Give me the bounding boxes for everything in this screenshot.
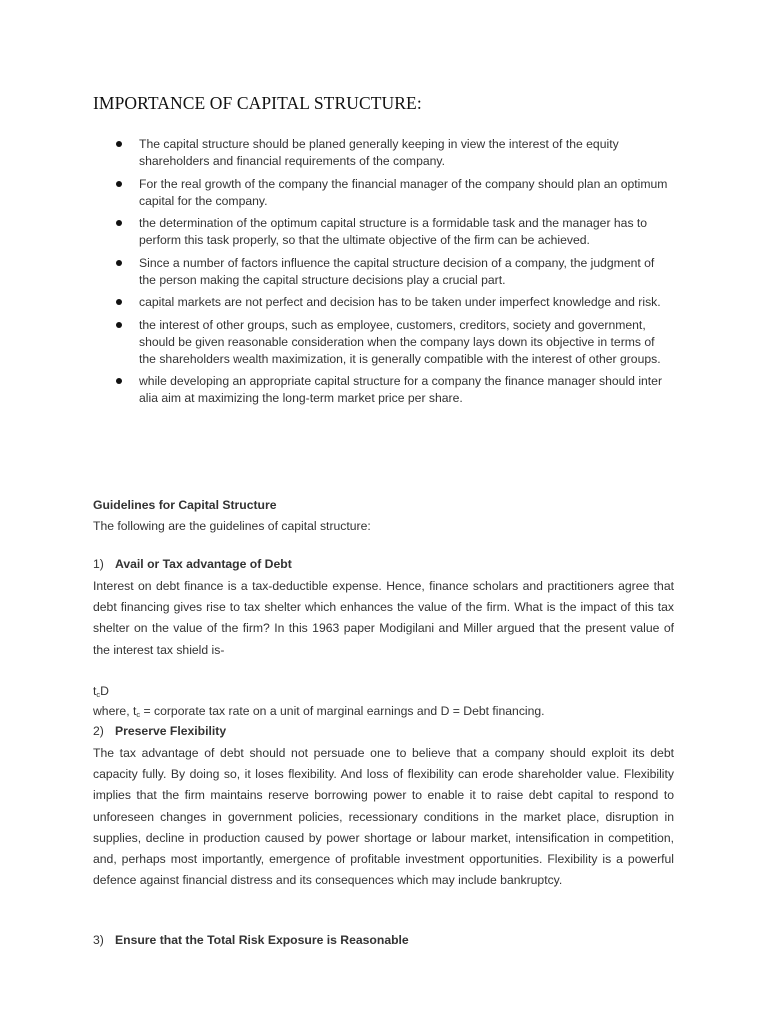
bullet-text: while developing an appropriate capital structure for a company the finance manager should inter alia aim at maximizing the long-term market price per share. bbox=[139, 374, 663, 405]
section-number: 3) bbox=[93, 933, 104, 947]
page-title: IMPORTANCE OF CAPITAL STRUCTURE: bbox=[93, 93, 422, 113]
section-2-paragraph: The tax advantage of debt should not persuade one to believe that a company should exploit its debt capacity fully. By doing so, it loses flexibility. And loss of flexibility can erode shareholder value. Flexibility implies that the firm maintains reserve borrowing power to enable it to raise debt capital to respond to unforeseen changes in government policies, recessionary conditions in the market place, disruption in supplies, decline in production caused by power shortage or labour market, intensification in competition, and, perhaps most importantly, emergence of profitable investment opportunities. Flexibility is a powerful defence against financial distress and its consequences which may include bankruptcy. bbox=[93, 746, 674, 888]
guidelines-intro: The following are the guidelines of capital structure: bbox=[93, 519, 371, 533]
bullet-text: capital markets are not perfect and decision has to be taken under imperfect knowledge and risk. bbox=[139, 295, 661, 309]
bullet-item bbox=[0, 176, 669, 210]
importance-bullet-list bbox=[0, 136, 768, 413]
section-title: Avail or Tax advantage of Debt bbox=[115, 557, 292, 571]
bullet-text: For the real growth of the company the financial manager of the company should plan an optimum capital for the company. bbox=[139, 176, 668, 208]
bullet-text: Since a number of factors influence the capital structure decision of a company, the judgment of the person making the capital structure decisions play a crucial part. bbox=[139, 255, 655, 287]
bullet-text: the determination of the optimum capital structure is a formidable task and the manager has to perform this task properly, so that the ultimate objective of the firm can be achieved. bbox=[139, 216, 648, 247]
bullet-text: the interest of other groups, such as employee, customers, creditors, society and government, should be given reasonable consideration when the company lays down its objective in terms of the shareholders wealth maximization, it is generally compatible with the interest of other groups. bbox=[139, 317, 661, 366]
bullet-dot-icon bbox=[116, 260, 122, 266]
section-2-heading bbox=[93, 724, 226, 738]
section-title: Preserve Flexibility bbox=[115, 724, 227, 738]
bullet-dot-icon bbox=[116, 181, 122, 187]
section-number: 1) bbox=[93, 557, 104, 571]
section-3-heading bbox=[93, 933, 409, 947]
guidelines-heading: Guidelines for Capital Structure bbox=[93, 498, 277, 512]
bullet-dot-icon bbox=[116, 299, 122, 305]
section-title: Ensure that the Total Risk Exposure is Reasonable bbox=[115, 933, 409, 947]
section-number: 2) bbox=[93, 724, 104, 738]
bullet-item bbox=[0, 255, 669, 289]
bullet-item bbox=[0, 136, 669, 170]
section-1-heading bbox=[93, 557, 292, 571]
bullet-dot-icon bbox=[116, 220, 122, 226]
bullet-item bbox=[0, 373, 669, 407]
bullet-dot-icon bbox=[116, 378, 122, 384]
bullet-item bbox=[0, 317, 669, 368]
bullet-dot-icon bbox=[116, 141, 122, 147]
bullet-item bbox=[0, 294, 669, 311]
bullet-dot-icon bbox=[116, 322, 122, 328]
bullet-item bbox=[0, 215, 669, 249]
formula-definition: where, $t_c$ = corporate tax rate on a unit of marginal earnings and D = Debt financing. bbox=[93, 704, 545, 719]
section-1-paragraph: Interest on debt finance is a tax-deductible expense. Hence, finance scholars and practitioners agree that debt financing gives rise to tax shelter which enhances the value of the firm. What is the impact of this tax shelter on the value of the firm? In this 1963 paper Modigilani and Miller argued that the present value of the interest tax shield is- bbox=[93, 579, 674, 657]
bullet-text: The capital structure should be planed generally keeping in view the interest of the equity shareholders and financial requirements of the company. bbox=[139, 137, 619, 168]
tax-shield-formula: $t_cD$ bbox=[93, 684, 109, 699]
